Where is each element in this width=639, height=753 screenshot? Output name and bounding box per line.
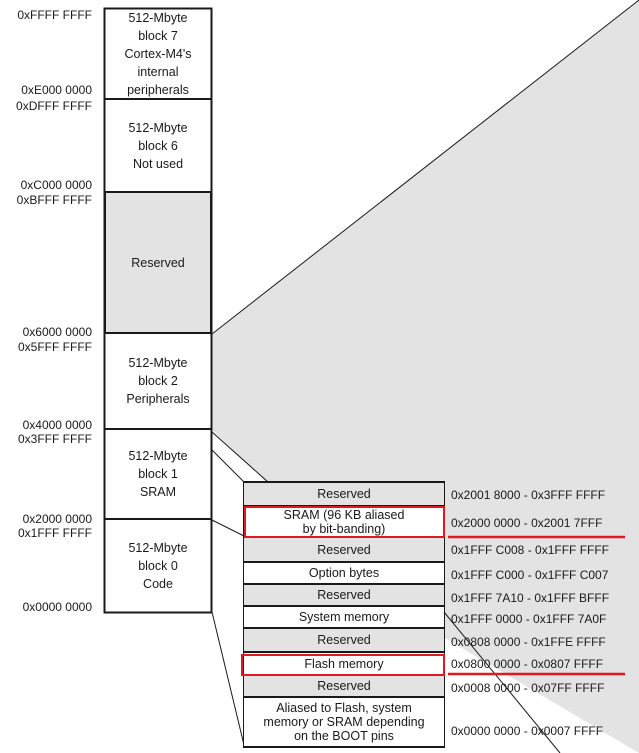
memory-block-label: Reserved [131,255,185,270]
code-region-row [244,563,444,585]
memory-block-label: 512-Mbyte block 2 Peripherals [126,356,190,406]
address-label: 0x5FFF FFFF [18,340,92,354]
address-label: 0x0000 0000 [22,600,92,614]
address-range: 0x0808 0000 - 0x1FFE FFFF [451,635,606,649]
address-range: 0x1FFF 7A10 - 0x1FFF BFFF [451,591,610,605]
memory-block-label: 512-Mbyte block 1 SRAM [128,449,188,499]
region-label: Aliased to Flash, system memory or SRAM depending on the BOOT pins [263,701,425,743]
address-label: 0x2000 0000 [22,512,92,526]
address-label: 0x6000 0000 [22,325,92,339]
code-region-row [244,676,444,698]
region-label: Option bytes [308,566,380,580]
address-label: 0xC000 0000 [20,178,92,192]
region-label: Reserved [317,487,371,501]
address-label: 0xBFFF FFFF [16,193,92,207]
address-range: 0x2001 8000 - 0x3FFF FFFF [451,488,606,502]
address-range: 0x1FFF C008 - 0x1FFF FFFF [451,543,610,557]
memory-block-7 [104,9,212,100]
address-label: 0x4000 0000 [22,418,92,432]
code-region-row [244,538,444,563]
address-label: 0xDFFF FFFF [16,99,92,113]
region-label: Reserved [317,542,371,557]
memory-block-label: 512-Mbyte block 0 Code [128,541,188,591]
region-label: Reserved [317,633,371,647]
address-range: 0x1FFF 0000 - 0x1FFF 7A0F [451,612,607,626]
code-region-row [244,698,444,746]
region-label: System memory [298,610,390,624]
address-range: 0x0000 0000 - 0x0007 FFFF [451,724,604,738]
region-label: SRAM (96 KB aliased by bit-banding) [283,507,405,536]
address-range: 0x0008 0000 - 0x07FF FFFF [451,681,605,695]
memory-block-label: 512-Mbyte block 6 Not used [128,120,188,171]
address-range: 0x1FFF C000 - 0x1FFF C007 [451,568,609,582]
flash-highlight-box [241,654,445,676]
region-label: Reserved [317,679,371,693]
address-label: 0x1FFF FFFF [18,526,92,540]
address-label: 0xE000 0000 [21,83,92,97]
address-label: 0xFFFF FFFF [17,8,92,22]
address-label: 0x3FFF FFFF [18,432,92,446]
region-label: Reserved [317,588,371,602]
code-region-row [244,629,444,653]
code-region-row [244,607,444,629]
region-label: Flash memory [304,656,384,671]
memory-block-1 [104,430,212,520]
address-range: 0x2000 0000 - 0x2001 7FFF [451,516,603,530]
memory-block-label: 512-Mbyte block 7 Cortex-M4's internal peripherals [124,10,192,97]
memory-block-2 [104,334,212,430]
sram-highlight-box [244,506,445,538]
code-region-row [244,483,444,507]
memory-block-6 [104,100,212,193]
memory-block-reserved [104,193,212,334]
code-region-row [244,585,444,607]
memory-block-0 [104,520,212,612]
address-range: 0x0800 0000 - 0x0807 FFFF [451,657,604,671]
